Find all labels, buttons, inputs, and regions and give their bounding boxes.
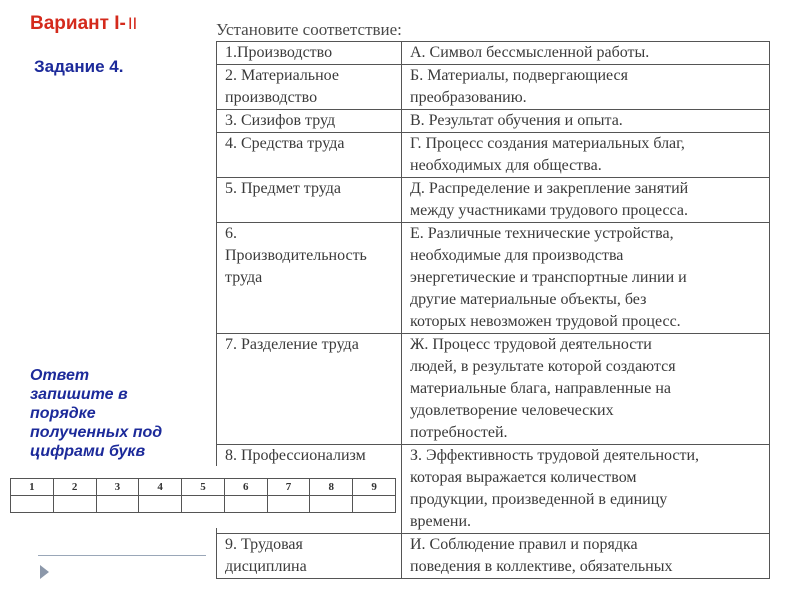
term-line: 4. Средства труда [225, 135, 345, 152]
term-cell [217, 534, 402, 579]
definition-line: Б. Материалы, подвергающиеся [410, 67, 628, 84]
term-cell [217, 133, 402, 178]
term-cell [217, 110, 402, 133]
table-row [217, 133, 770, 178]
answer-grid-input-cell[interactable] [353, 496, 396, 513]
term-line: 1.Производство [225, 44, 333, 61]
answer-grid-input-cell[interactable] [11, 496, 54, 513]
definition-line: другие материальные объекты, без [410, 291, 647, 308]
term-line: 8. Профессионализм [225, 447, 366, 464]
definition-line: Ж. Процесс трудовой деятельности [410, 336, 652, 353]
term-line: 7. Разделение труда [225, 336, 359, 353]
definition-cell [402, 445, 770, 534]
term-cell [217, 42, 402, 65]
term-line: 6. [225, 225, 237, 242]
next-slide-arrow-icon[interactable] [40, 565, 49, 579]
answer-grid-input-cell[interactable] [267, 496, 310, 513]
definition-line: З. Эффективность трудовой деятельности, [410, 447, 700, 464]
answer-grid-input-row [11, 496, 396, 513]
answer-grid-header-cell: 6 [224, 479, 267, 496]
table-row [217, 534, 770, 579]
answer-instruction-note [30, 366, 210, 461]
answer-grid-header-cell: 4 [139, 479, 182, 496]
definition-line: потребностей. [410, 424, 508, 441]
answer-grid-input-cell[interactable] [139, 496, 182, 513]
definition-line: людей, в результате которой создаются [410, 358, 676, 375]
table-row [217, 334, 770, 445]
note-line: полученных под [30, 424, 163, 441]
definition-line: времени. [410, 513, 472, 530]
answer-grid-header-cell: 9 [353, 479, 396, 496]
table-row [217, 65, 770, 110]
term-line: Производительность [225, 247, 367, 264]
definition-line: материальные блага, направленные на [410, 380, 671, 397]
definition-cell [402, 178, 770, 223]
answer-grid-input-cell[interactable] [96, 496, 139, 513]
definition-cell [402, 42, 770, 65]
term-cell [217, 334, 402, 445]
definition-cell [402, 223, 770, 334]
answer-grid-header-cell: 7 [267, 479, 310, 496]
term-line: труда [225, 269, 263, 286]
variant-suffix: II [127, 14, 138, 33]
definition-cell [402, 133, 770, 178]
definition-line: Г. Процесс создания материальных благ, [410, 135, 685, 152]
definition-line: необходимые для производства [410, 247, 624, 264]
task-label: Задание 4. [34, 57, 124, 76]
term-line: 2. Материальное [225, 67, 339, 84]
definition-line: которая выражается количеством [410, 469, 637, 486]
answer-grid-header-cell: 1 [11, 479, 54, 496]
term-cell [217, 223, 402, 334]
answer-grid-header-cell: 3 [96, 479, 139, 496]
term-line: производство [225, 89, 318, 106]
definition-cell [402, 334, 770, 445]
term-line: 3. Сизифов труд [225, 112, 336, 129]
definition-line: поведения в коллективе, обязательных [410, 558, 673, 575]
table-row [217, 223, 770, 334]
definition-line: В. Результат обучения и опыта. [410, 112, 623, 129]
slide-divider [38, 555, 206, 556]
table-row [217, 42, 770, 65]
definition-line: Е. Различные технические устройства, [410, 225, 674, 242]
definition-cell [402, 534, 770, 579]
term-cell [217, 65, 402, 110]
definition-line: А. Символ бессмысленной работы. [410, 44, 650, 61]
note-line: цифрами букв [30, 443, 146, 460]
answer-grid-input-cell[interactable] [182, 496, 225, 513]
answer-grid-header-row [11, 479, 396, 496]
note-line: запишите в [30, 386, 128, 403]
instruction-text: Установите соответствие: [216, 20, 402, 39]
definition-line: Д. Распределение и закрепление занятий [410, 180, 689, 197]
table-row [217, 178, 770, 223]
definition-line: энергетические и транспортные линии и [410, 269, 687, 286]
variant-title [30, 13, 137, 35]
variant-label: Вариант I- [30, 13, 126, 34]
definition-line: удовлетворение человеческих [410, 402, 614, 419]
definition-line: которых невозможен трудовой процесс. [410, 313, 681, 330]
definition-line: между участниками трудового процесса. [410, 202, 688, 219]
term-line: 9. Трудовая [225, 536, 303, 553]
answer-grid [10, 478, 396, 513]
table-row [217, 110, 770, 133]
note-line: Ответ [30, 367, 90, 384]
answer-grid-input-cell[interactable] [310, 496, 353, 513]
note-line: порядке [30, 405, 96, 422]
term-line: дисциплина [225, 558, 307, 575]
answer-grid-header-cell: 8 [310, 479, 353, 496]
term-line: 5. Предмет труда [225, 180, 342, 197]
answer-grid-header-cell: 5 [182, 479, 225, 496]
definition-line: продукции, произведенной в единицу [410, 491, 668, 508]
definition-line: И. Соблюдение правил и порядка [410, 536, 638, 553]
definition-line: преобразованию. [410, 89, 527, 106]
definition-cell [402, 65, 770, 110]
answer-grid-header-cell: 2 [53, 479, 96, 496]
answer-grid-input-cell[interactable] [53, 496, 96, 513]
term-cell [217, 178, 402, 223]
definition-cell [402, 110, 770, 133]
answer-grid-input-cell[interactable] [224, 496, 267, 513]
definition-line: необходимых для общества. [410, 157, 602, 174]
